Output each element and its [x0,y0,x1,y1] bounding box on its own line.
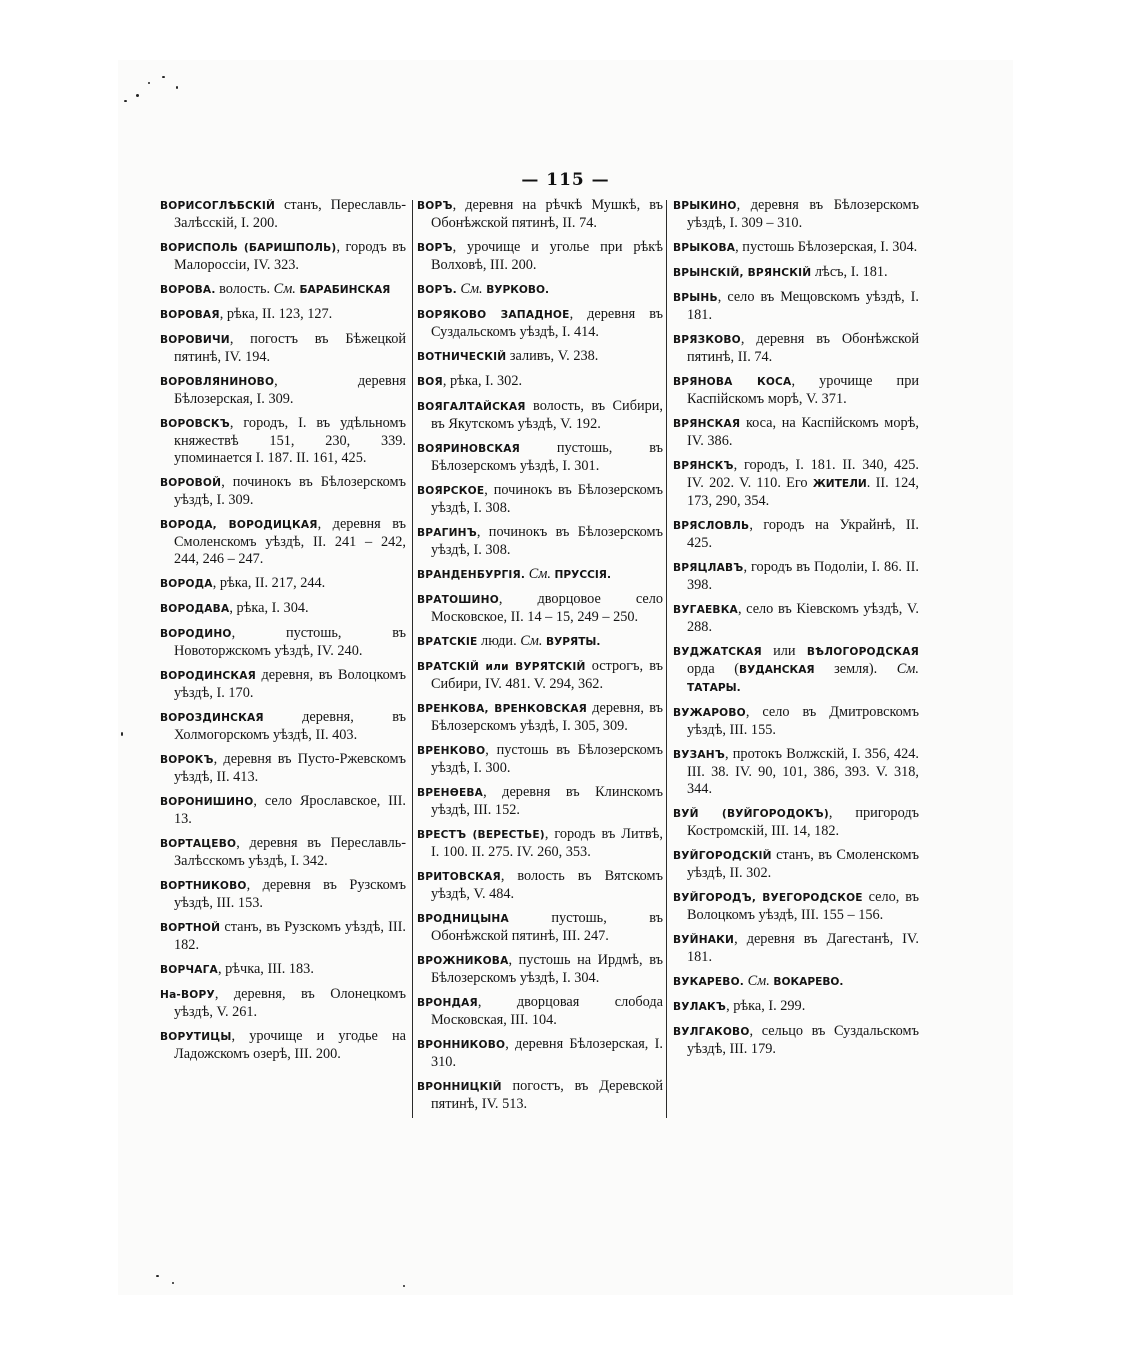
entry-headword: ВУЗАНЪ [673,749,725,761]
entry-headword: ВОРОНИШИНО [160,796,254,808]
index-entry [160,986,406,1021]
entry-text: , дворцовая слобода Московская, III. 104. [431,994,663,1028]
entry-text: острогъ, въ Сибири, IV. 481. V. 294, 362. [431,658,663,692]
index-entry [417,994,663,1029]
entry-text: пустошь, въ Обонѣжской пятинѣ, III. 247. [431,910,663,944]
index-entry [417,1078,663,1113]
entry-see-also: См. [525,566,555,582]
index-entry [160,835,406,870]
entry-text: земля). [814,661,897,677]
entry-text: деревня, въ Волоцкомъ уѣздѣ, I. 170. [174,667,406,701]
entry-headword: ВРЕНКОВА, ВРЕНКОВСКАЯ [417,703,587,715]
entry-headword: ВУЙНАКИ [673,934,735,946]
ink-speck [172,1282,174,1284]
index-entry [417,482,663,517]
index-entry [417,348,663,366]
index-entry [673,517,919,552]
entry-headword: ВОРОЗДИНСКАЯ [160,712,264,724]
entry-headword: ВУКАРЕВО. [673,976,745,988]
entry-headword: ВРЯНСКЪ [673,460,734,472]
entry-text: , починокъ въ Бѣлозерскомъ уѣздѣ, I. 309. [174,474,406,508]
entry-headword: ВОРОВАЯ [160,309,220,321]
entry-headword: ВУЙГОРОДСКІЙ [673,850,772,862]
entry-headword: На-ВОРУ [160,989,215,1001]
entry-headword: ВОТНИЧЕСКІЙ [417,351,507,363]
entry-text: , городъ въ Подоліи, I. 86. II. 398. [687,559,919,593]
index-entry [160,575,406,593]
index-column-1 [160,197,406,1070]
entry-headword: ВРОННИЦКІЙ [417,1081,502,1093]
entry-see-also: См. [896,661,919,677]
entry-headword: ВРОДНИЦЫНА [417,913,509,925]
entry-headword: ВОРЧАГА [160,964,218,976]
entry-text: люди. [477,633,521,649]
index-entry [417,440,663,475]
entry-text: , сельцо въ Суздальскомъ уѣздѣ, III. 179. [687,1023,919,1057]
entry-headword: ВРЯЗКОВО [673,334,741,346]
index-entry [417,591,663,626]
entry-text: , деревня въ Рузскомъ уѣздѣ, III. 153. [174,877,406,911]
index-entry [160,197,406,232]
entry-headword: ВѢЛОГОРОДСКАЯ [806,646,919,658]
entry-text: , рѣка, II. 123, 127. [219,306,333,322]
entry-headword: ВРОННИКОВО [417,1039,506,1051]
index-entry [160,474,406,509]
entry-text: , рѣчка, III. 183. [217,961,314,977]
entry-headword: ВОРИСОГЛѢБСКІЙ [160,200,276,212]
entry-text: , городъ на Украйнѣ, II. 425. [687,517,919,551]
index-entry [160,306,406,324]
entry-headword: ВУЙ (ВУЙГОРОДОКЪ) [673,808,829,820]
entry-headword: ВРЯНОВА КОСА [673,376,792,388]
entry-text: , деревня Бѣлозерская, I. 309. [174,373,406,407]
index-entry [673,559,919,594]
index-entry [417,398,663,433]
entry-text: деревня, въ Холмогорскомъ уѣздѣ, II. 403. [174,709,406,743]
entry-cross-reference: ПРУССІЯ. [554,569,611,581]
entry-text: , деревня въ Суздальскомъ уѣздѣ, I. 414. [431,306,663,340]
index-entry [673,331,919,366]
entry-headword: ВОЯГАЛТАЙСКАЯ [417,401,526,413]
entry-headword: ВУЛГАКОВО [673,1026,750,1038]
entry-text: , рѣка, I. 299. [726,998,806,1014]
entry-cross-reference: ВУРКОВО. [486,284,549,296]
entry-headword: ВОРОКЪ [160,754,214,766]
entry-headword: ВОРТНОЙ [160,922,221,934]
index-entry [417,306,663,341]
entry-text: станъ, Переславль-Залѣсскій, I. 200. [174,197,406,231]
index-entry [673,457,919,510]
entry-headword: ВОРОДИНО [160,628,232,640]
index-entry [160,281,406,299]
entry-text: или [761,643,807,659]
entry-headword: ВОРОВСКЪ [160,418,230,430]
entry-headword: ВОРЪ [417,200,453,212]
index-entry [417,742,663,777]
entry-headword: ВРАТОШИНО [417,594,499,606]
index-entry [673,746,919,798]
entry-text: , пустошь на Ирдмѣ, въ Бѣлозерскомъ уѣздѣ, I. 304. [431,952,663,986]
entry-text: , деревня въ Бѣлозерскомъ уѣздѣ, I. 309 – 310. [687,197,919,231]
entry-text: , дворцовое село Московское, II. 14 – 15, 249 – 250. [431,591,663,625]
entry-headword: ВОРОВОЙ [160,477,222,489]
entry-headword: ВОРЪ. [417,284,457,296]
ink-speck [162,76,165,78]
index-entry [160,877,406,912]
index-entry [417,566,663,584]
index-entry [160,239,406,274]
entry-text: , рѣка, I. 302. [442,373,523,389]
column-divider [412,200,413,1118]
entry-text: , погостъ въ Бѣжецкой пятинѣ, IV. 194. [174,331,406,365]
entry-text: , деревня въ Клинскомъ уѣздѣ, III. 152. [431,784,663,818]
index-entry [160,373,406,408]
index-entry [673,415,919,450]
entry-cross-reference: ВУРЯТЫ. [546,636,601,648]
entry-headword: ВОРОДА [160,578,213,590]
entry-text: лѣсъ, I. 181. [811,264,888,280]
entry-text: , урочище и угодье на Ладожскомъ озерѣ, III. 200. [174,1028,406,1062]
entry-headword: ВРЫКИНО [673,200,737,212]
index-entry [673,805,919,840]
index-entry [673,289,919,324]
ink-speck [176,86,178,89]
entry-headword: ВРАГИНЪ [417,527,477,539]
index-entry [417,658,663,693]
entry-see-also: См. [744,973,774,989]
entry-text: волость, въ Сибири, въ Якутскомъ уѣздѣ, V. 192. [431,398,663,432]
entry-headword: ВОРИСПОЛЬ (БАРИШПОЛЬ) [160,242,337,254]
index-entry [673,704,919,739]
entry-text: , урочище при Каспійскомъ морѣ, V. 371. [687,373,919,407]
entry-headword: ВОЯРСКОЕ [417,485,485,497]
entry-text: , городъ, I. 181. II. 340, 425. IV. 202. V. 110. Его [687,457,919,491]
index-entry [160,516,406,568]
entry-headword: ВОРУТИЦЫ [160,1031,232,1043]
entry-text: , волость въ Вятскомъ уѣздѣ, V. 484. [431,868,663,902]
entry-headword: ВРОНДАЯ [417,997,478,1009]
entry-text: , село въ Дмитровскомъ уѣздѣ, III. 155. [687,704,919,738]
index-entry [160,600,406,618]
entry-text: , деревня въ Обонѣжской пятинѣ, II. 74. [687,331,919,365]
entry-text: , деревня въ Пусто-Ржевскомъ уѣздѣ, II. 413. [174,751,406,785]
entry-headword: ВОЯ [417,376,443,388]
entry-text: , село въ Кіевскомъ уѣздѣ, V. 288. [687,601,919,635]
entry-headword: ВОЯРИНОВСКАЯ [417,443,521,455]
entry-headword: ВУДЖАТСКАЯ [673,646,762,658]
entry-headword: ВРЫНСКІЙ, ВРЯНСКІЙ [673,267,812,279]
entry-headword: ВУЙГОРОДЪ, ВУЕГОРОДСКОЕ [673,892,863,904]
entry-cross-reference: ЖИТЕЛИ [812,478,867,490]
entry-text: , урочище и уголье при рѣкѣ Волховѣ, III. 200. [431,239,663,273]
index-entry [417,1036,663,1071]
entry-headword: ВОРЪ [417,242,453,254]
index-entry [673,973,919,991]
index-entry [417,700,663,735]
entry-text: коса, на Каспійскомъ морѣ, IV. 386. [687,415,919,449]
entry-headword: ВРЯНСКАЯ [673,418,741,430]
index-entry [673,373,919,408]
index-entry [160,1028,406,1063]
entry-text: , деревня Бѣлозерская, I. 310. [431,1036,663,1070]
entry-headword: ВОРОДАВА [160,603,230,615]
index-entry [160,331,406,366]
entry-text: , починокъ въ Бѣлозерскомъ уѣздѣ, I. 308. [431,482,663,516]
index-entry [673,1023,919,1058]
index-entry [417,952,663,987]
index-entry [417,239,663,274]
index-entry [417,197,663,232]
entry-text: заливъ, V. 238. [506,348,599,364]
entry-headword: ВРИТОВСКАЯ [417,871,501,883]
entry-text: , деревня въ Смоленскомъ уѣздѣ, II. 241 – 242, 244, 246 – 247. [174,516,406,567]
entry-headword: ВРЫКОВА [673,242,736,254]
entry-headword: ВОРТНИКОВО [160,880,247,892]
entry-text: , пустошь, въ Новоторжскомъ уѣздѣ, IV. 240. [174,625,406,659]
entry-headword: ВОРОВЛЯНИНОВО [160,376,275,388]
index-entry [673,601,919,636]
index-entry [417,524,663,559]
entry-see-also: См. [270,281,300,297]
entry-text: , починокъ въ Бѣлозерскомъ уѣздѣ, I. 308. [431,524,663,558]
index-entry [160,625,406,660]
entry-headword: ВОРОДА, ВОРОДИЦКАЯ [160,519,318,531]
entry-text: , деревня на рѣчкѣ Мушкѣ, въ Обонѣжской пятинѣ, II. 74. [431,197,663,231]
entry-headword: ВРЯСЛОВЛЬ [673,520,750,532]
index-entry [160,919,406,954]
index-entry [673,889,919,924]
ink-speck [156,1275,159,1277]
entry-text: , деревня въ Переславль-Залѣсскомъ уѣздѣ, I. 342. [174,835,406,869]
entry-headword: ВОРОДИНСКАЯ [160,670,257,682]
entry-text: , городъ въ Литвѣ, I. 100. II. 275. IV. 260, 353. [431,826,663,860]
index-entry [417,910,663,945]
column-divider [666,200,667,1118]
index-entry [160,751,406,786]
ink-speck [148,82,150,84]
entry-headword: ВРЕНКОВО [417,745,486,757]
entry-headword: ВОРОВИЧИ [160,334,230,346]
entry-text: пустошь, въ Бѣлозерскомъ уѣздѣ, I. 301. [431,440,663,474]
entry-headword: ВРАТСКІЕ [417,636,478,648]
index-entry [417,281,663,299]
entry-headword: ВУЖАРОВО [673,707,746,719]
index-entry [160,667,406,702]
index-entry [160,961,406,979]
entry-headword: ВРЕСТЪ (ВЕРЕСТЬЕ) [417,829,545,841]
index-entry [160,709,406,744]
entry-see-also: См. [520,633,547,649]
entry-text: , городъ, I. въ удѣльномъ княжествѣ 151, 230, 339. упоминается I. 187. II. 161, 425. [174,415,406,466]
entry-headword: ВРАТСКІЙ или ВУРЯТСКІЙ [417,661,586,673]
index-entry [673,931,919,966]
entry-text: , рѣка, I. 304. [229,600,309,616]
entry-text: , пригородъ Костромскій, III. 14, 182. [687,805,919,839]
index-entry [417,784,663,819]
entry-text: . II. 124, 173, 290, 354. [687,475,919,509]
entry-text: , пустошь въ Бѣлозерскомъ уѣздѣ, I. 300. [431,742,663,776]
entry-text: , рѣка, II. 217, 244. [212,575,326,591]
index-entry [160,793,406,828]
entry-headword: ВРЫНЬ [673,292,718,304]
ink-speck [403,1285,405,1287]
index-entry [673,264,919,282]
entry-headword: ВРЕНѲЕВА [417,787,484,799]
index-entry [673,998,919,1016]
entry-text: станъ, въ Смоленскомъ уѣздѣ, II. 302. [687,847,919,881]
entry-text: волость. [215,281,271,297]
index-entry [673,643,919,697]
entry-text: , деревня, въ Олонецкомъ уѣздѣ, V. 261. [174,986,406,1020]
entry-headword: ВРАНДЕНБУРГІЯ. [417,569,526,581]
entry-text: , деревня въ Дагестанѣ, IV. 181. [687,931,919,965]
entry-text: станъ, въ Рузскомъ уѣздѣ, III. 182. [174,919,406,953]
entry-headword: ВОРТАЦЕВО [160,838,237,850]
index-column-3 [673,197,919,1065]
entry-headword: ВРОЖНИКОВА [417,955,509,967]
entry-see-also: См. [456,281,487,297]
entry-text: орда ( [687,661,740,677]
entry-text: , городъ въ Малороссіи, IV. 323. [174,239,406,273]
entry-text: , протокъ Волжскій, I. 356, 424. III. 38. IV. 90, 101, 386, 393. V. 318, 344. [687,746,919,797]
entry-headword: ВОРОВА. [160,284,216,296]
index-entry [417,373,663,391]
entry-headword: ВОРЯКОВО ЗАПАДНОЕ [417,309,570,321]
index-entry [417,826,663,861]
entry-text: погостъ, въ Деревской пятинѣ, IV. 513. [431,1078,663,1112]
entry-text: , село въ Мещовскомъ уѣздѣ, I. 181. [687,289,919,323]
entry-text: , село Ярославское, III. 13. [174,793,406,827]
page-number: — 115 — [521,170,610,190]
index-entry [673,239,919,257]
entry-cross-reference: БАРАБИНСКАЯ [299,284,391,296]
entry-headword: ВУГАЕВКА [673,604,738,616]
ink-speck [121,732,123,736]
entry-text: , пустошь Бѣлозерская, I. 304. [735,239,918,255]
index-entry [673,197,919,232]
ink-speck [124,100,127,102]
index-entry [673,847,919,882]
ink-speck [136,94,139,97]
entry-cross-reference: ВОКАРЕВО. [773,976,844,988]
entry-headword: ВУЛАКЪ [673,1001,727,1013]
index-entry [417,868,663,903]
index-entry [417,633,663,651]
entry-text: село, въ Волоцкомъ уѣздѣ, III. 155 – 156. [687,889,919,923]
entry-text: деревня, въ Бѣлозерскомъ уѣздѣ, I. 305, 309. [431,700,664,734]
entry-cross-reference: ВУДАНСКАЯ [739,664,815,676]
entry-headword: ВРЯЦЛАВЪ [673,562,744,574]
index-column-2 [417,197,663,1120]
entry-cross-reference: ТАТАРЫ. [687,682,741,694]
index-entry [160,415,406,467]
